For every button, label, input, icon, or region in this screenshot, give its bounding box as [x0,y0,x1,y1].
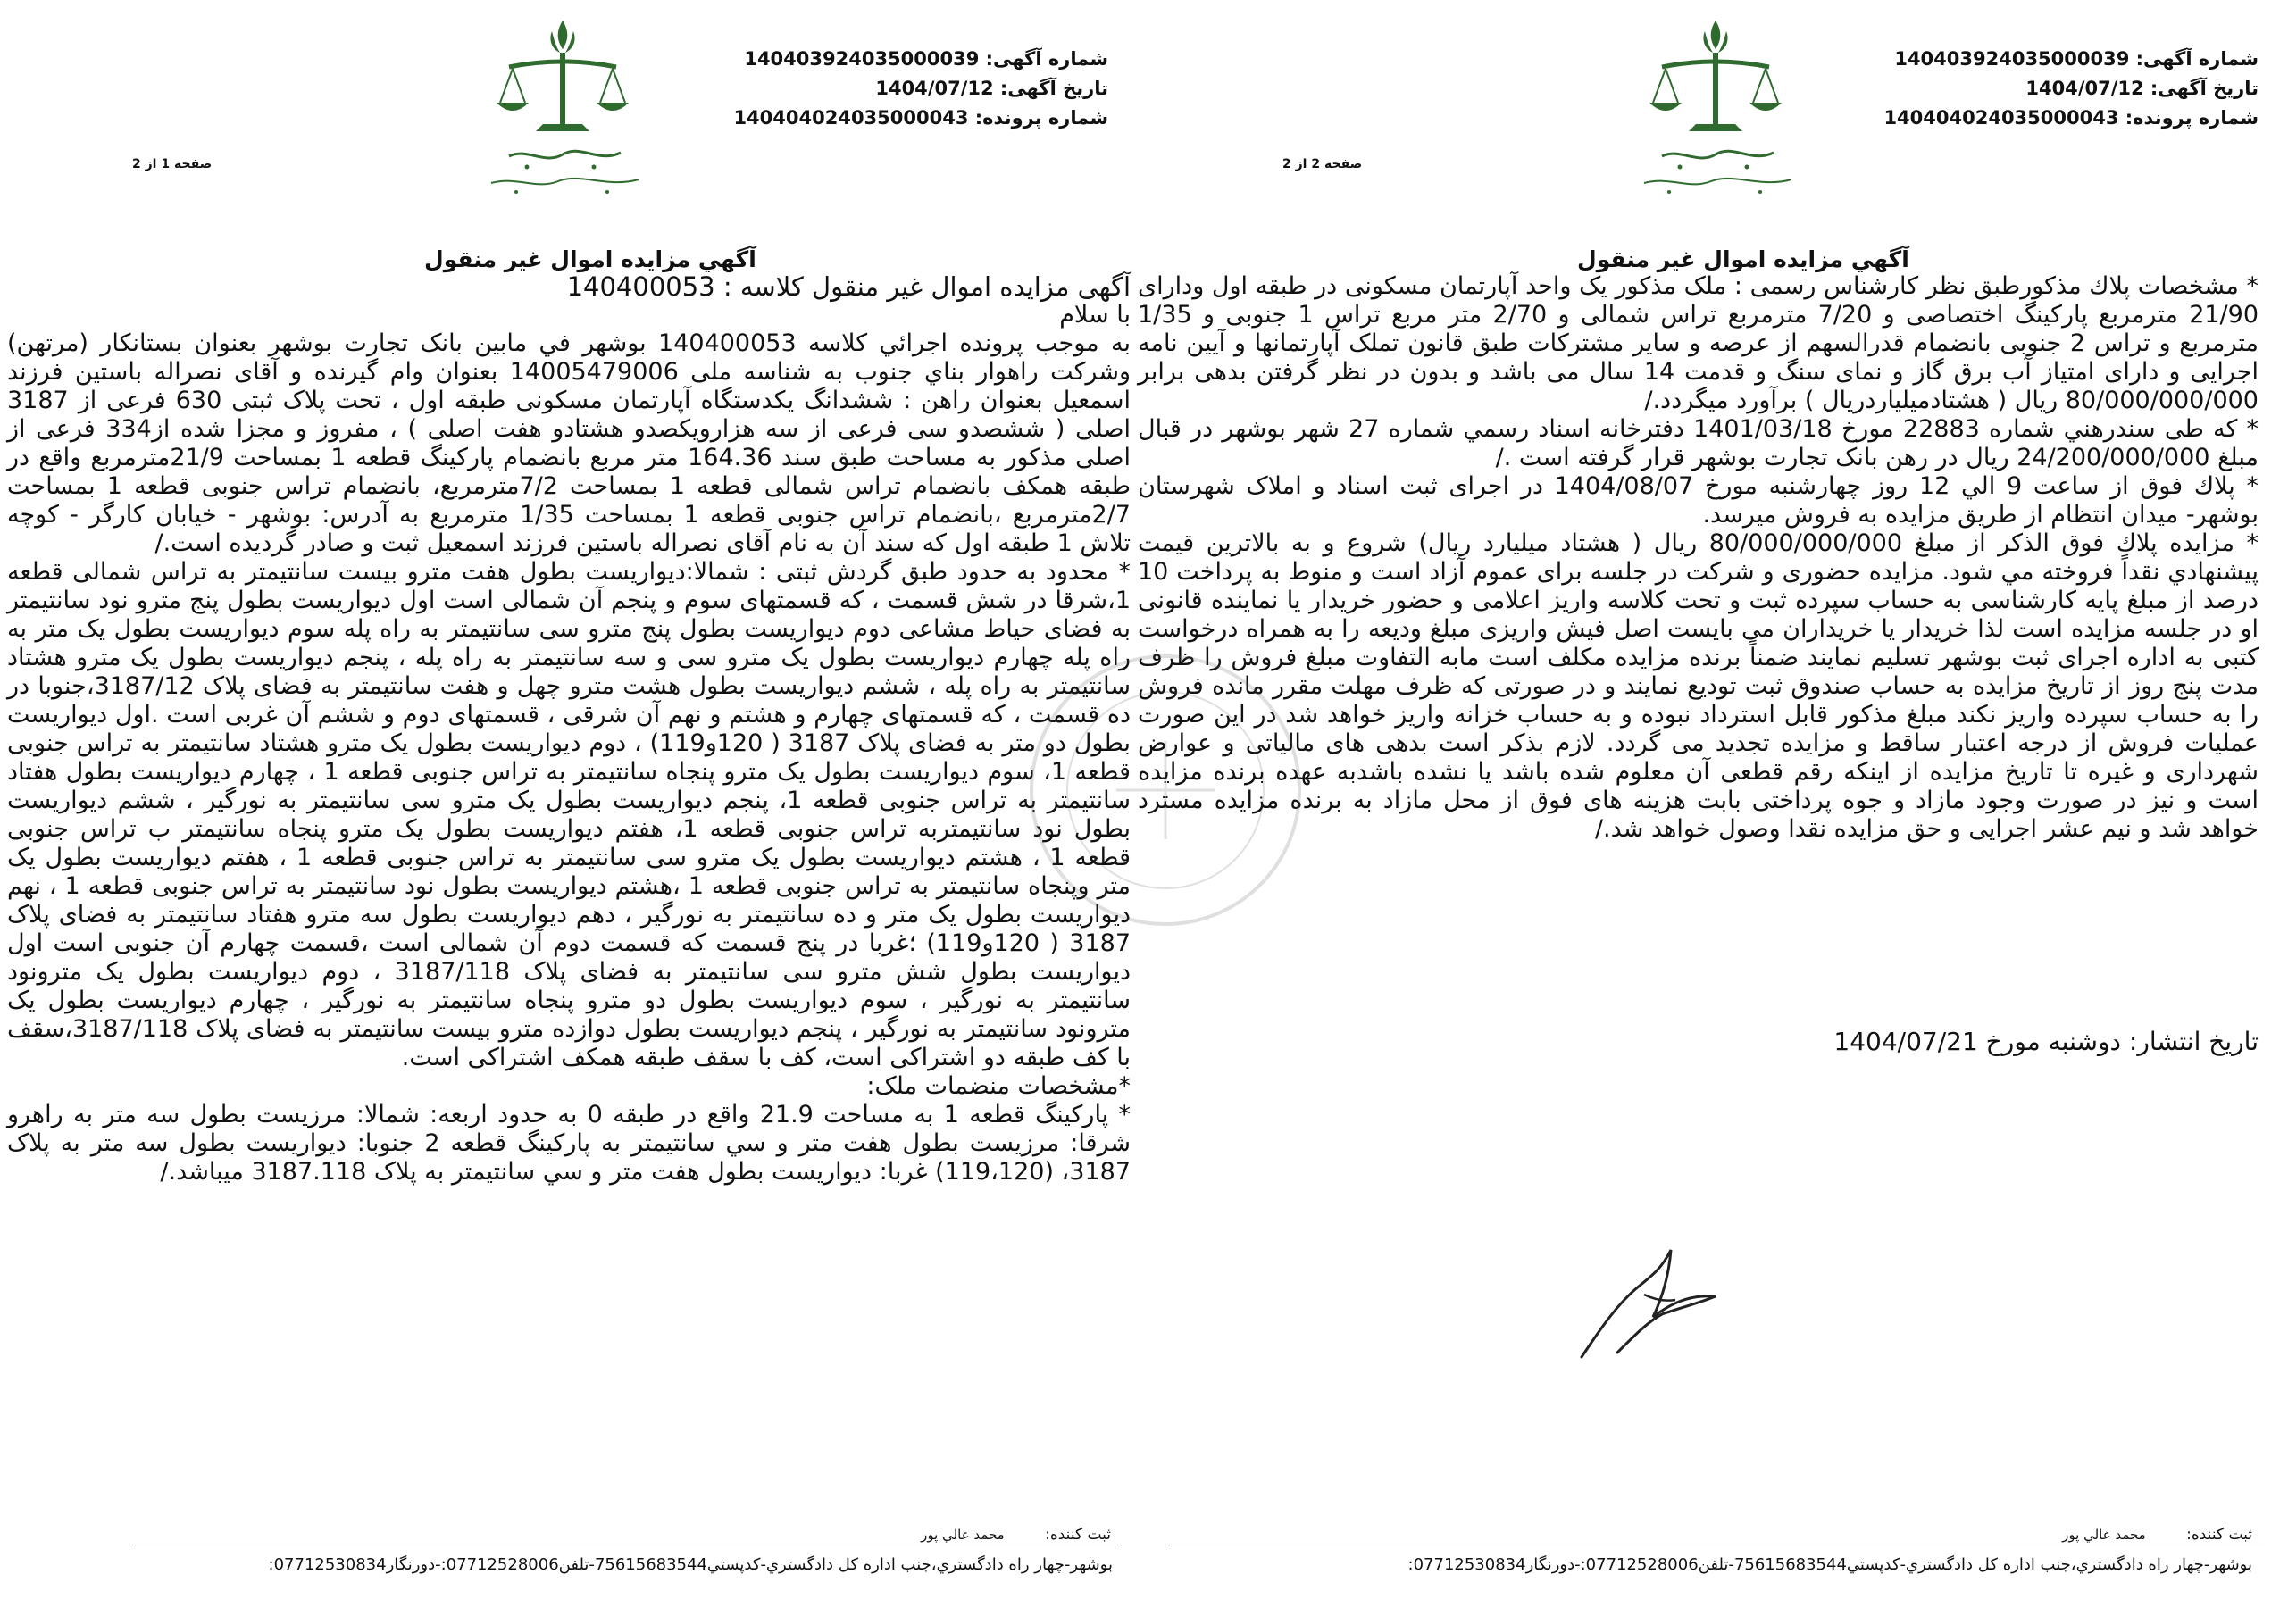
file-number: 140404024035000043 [1883,107,2119,129]
registrar: ثبت كننده: محمد عالي پور [921,1526,1111,1544]
ad-number-row: شماره آگهی: 140403924035000039 [744,48,1108,70]
ad-date-row: تاریخ آگهی: 1404/07/12 [875,78,1108,99]
registrar-name: محمد عالي پور [2062,1527,2146,1543]
ad-meta [1883,45,2259,133]
footer-address: بوشهر-چهار راه دادگستري،جنب اداره كل دادگستري-كدپستي75615683544-تلفن07712528006:-دورنگار07712530834: [268,1555,1113,1574]
ad-number: 140403924035000039 [744,48,980,70]
judiciary-emblem-icon [473,13,652,201]
paragraph: * مشخصات پلاك مذكورطبق نظر كارشناس رسمی : ملک مذکور یک واحد آپارتمان مسکونی در طبقه اول ودارای 21/90 مترمربع پارکینگ اختصاصی و 7/20 مترمربع تراس شمالی و 2/70 متر مربع تراس 1 جنوبی و 1/35 مترمربع و تراس 2 جنوبی بانضمام قدرالسهم از عرصه و سایر مشترکات طبق قانون تملک آپارتمانها و آیین نامه اجرایی و دارای امتیاز آب برق گاز و نمای سنگ و قدمت 14 سال می باشد و بدون در نظر گرفتن بدهی برابر 80/000/000/000 ریال ( هشتادمیلیاردریال ) برآورد میگردد./ [1138,272,2259,414]
publish-date: تاریخ انتشار: دوشنبه مورخ 1404/07/21 [1833,1027,2259,1056]
page-number: صفحه 2 از 2 [1282,157,1363,171]
page-number: صفحه 1 از 2 [132,157,213,171]
page-2 [1138,0,2288,1624]
ad-date: 1404/07/12 [875,78,994,99]
ad-date-row: تاریخ آگهی: 1404/07/12 [2025,78,2259,99]
notice-body [7,272,1131,1187]
file-number: 140404024035000043 [733,107,969,129]
ad-number: 140403924035000039 [1894,48,2130,70]
paragraph: * مزايده پلاك فوق الذكر از مبلغ 80/000/000/000 ریال ( هشتاد میلیارد ریال) شروع و به بالاترين قيمت پيشنهادي نقداً فروخته مي شود. مزایده حضوری و شرکت در جلسه برای عموم آزاد است و منوط به پرداخت 10 درصد از مبلغ پایه کارشناسی به حساب سپرده ثبت و تحت کلاسه واریز اعلامی و حضور خریدار یا نماینده قانونی او در جلسه مزایده است لذا خریدار یا خریداران می بایست اصل فیش واریزی مبلغ ودیعه را به همراه درخواست کتبی به اداره اجرای ثبت بوشهر تسلیم نمایند ضمناً برنده مزایده مکلف است مابه التفاوت مبلغ فروش را ظرف مدت پنج روز از تاریخ مزایده به حساب صندوق ثبت تودیع نمایند و در صورتی که ظرف مهلت مقرر مانده فروش را به حساب سپرده واریز نکند مبلغ مذکور قابل استرداد نبوده و به حساب خزانه واریز خواهد شد در این صورت عملیات فروش از درجه اعتبار ساقط و مزایده تجدید می گردد. لازم بذکر است بدهی های مالیاتی و عوارض شهرداری و غیره تا تاریخ مزایده از اینکه رقم قطعی آن معلوم شده باشد یا نشده باشدبه عهده برنده مزایده است و نیز در صورت وجود مازاد و جوه پرداختی بابت هزینه های فوق از محل مازاد به برنده مزایده مسترد خواهد شد و نیم عشر اجرایی و حق مزایده نقدا وصول خواهد شد./ [1138,529,2259,843]
judiciary-emblem-icon [1626,13,1805,201]
paragraph: * پلاك فوق از ساعت 9 الي 12 روز چهارشنبه مورخ 1404/08/07 در اجرای ثبت اسناد و املاک شهرستان بوشهر- میدان انتظام از طريق مزايده به فروش ميرسد. [1138,472,2259,529]
paragraph: * محدود به حدود طبق گردش ثبتی : شمالا:دیواریست بطول هفت مترو بیست سانتیمتر به تراس شمالی قطعه 1،شرقا در شش قسمت ، که قسمتهای سوم و پنجم آن شمالی است اول دیواریست بطول پنج مترو نود سانتیمتر به فضای حیاط مشاعی دوم دیواریست بطول پنج مترو سی سانتیمتر به راه پله سوم دیواریست بطول یک متر به راه پله چهارم دیواریست بطول یک مترو سی و سه سانتیمتر به راه پله ، پنجم دیواریست بطول یک مترو هشتاد سانتیمتر به راه پله ، ششم دیواریست بطول هشت مترو چهل و هفت سانتیمتر به فضای پلاک 3187/12،جنوبا در ده قسمت ، که قسمتهای چهارم و هشتم و نهم آن شرقی ، قسمتهای دوم و ششم آن غربی است .اول دیواریست بطول دو متر به فضای پلاک 3187 ( 120و119) ، دوم دیواریست بطول یک مترو هشتاد سانتیمتر به تراس جنوبی قطعه 1، سوم دیواریست بطول یک مترو پنجاه سانتیمتر به تراس جنوبی قطعه 1 ، چهارم دیواریست بطول هفتاد سانتیمتر به تراس جنوبی قطعه 1، پنجم دیواریست بطول یک مترو سی سانتیمتر به نورگیر ، ششم دیواریست بطول نود سانتیمتربه تراس جنوبی قطعه 1، هفتم دیواریست بطول یک مترو پنجاه سانتیمتر ب تراس جنوبی قطعه 1 ، هشتم دیواریست بطول یک مترو سی سانتیمتر به تراس جنوبی قطعه 1 ، هفتم دیواریست بطول یک متر وپنجاه سانتیمتر به تراس جنوبی قطعه 1 ،هشتم دیواریست بطول نود سانتیمتر به تراس جنوبی قطعه 1 ، نهم دیواریست بطول یک متر و ده سانتیمتر به نورگیر ، دهم دیواریست بطول سه مترو هفتاد سانتیمتر به فضای پلاک 3187 ( 120و119) ؛غربا در پنج قسمت که قسمت دوم آن شمالی است ،قسمت چهارم آن جنوبی است اول دیواریست بطول شش مترو سی سانتیمتر به فضای پلاک 3187/118 ، دوم دیواریست بطول یک مترونود سانتیمتر به نورگیر ، سوم دیواریست بطول دو مترو پنجاه سانتیمتر به نورگیر ، چهارم دیواریست بطول یک مترونود سانتیمتر به نورگیر ، پنجم دیواریست بطول دوازده مترو بیست سانتیمتر به فضای پلاک 3187/118،سقف با کف طبقه دو اشتراکی است، کف با سقف طبقه همکف اشتراکی است. [7,558,1131,1071]
ad-meta [733,45,1108,133]
paragraph: *مشخصات منضمات ملک: [866,1072,1131,1100]
registrar-name: محمد عالي پور [921,1527,1005,1543]
greeting: با سلام [1059,301,1131,329]
page-title: آگهي مزايده اموال غير منقول [1577,246,1909,272]
file-number-row: شماره پرونده: 140404024035000043 [1883,107,2259,129]
paragraph: * پارکینگ قطعه 1 به مساحت 21.9 واقع در طبقه 0 به حدود اربعه: شمالا: مرزیست بطول سه متر به راهرو شرقا: مرزیست بطول هفت متر و سي سانتيمتر به پارکینگ قطعه 2 جنوبا: دیواریست بطول سه متر به پلاک 3187، (119،120) غربا: دیواریست بطول هفت متر و سي سانتيمتر به پلاک 3187.118 میباشد./ [7,1101,1131,1186]
registrar: ثبت كننده: محمد عالي پور [2062,1526,2252,1544]
ad-number-row: شماره آگهی: 140403924035000039 [1894,48,2259,70]
notice-heading: آگهی مزایده اموال غیر منقول کلاسه : 140400053 [566,271,1131,302]
ad-date: 1404/07/12 [2025,78,2144,99]
paragraph: * که طی سندرهني شماره 22883 مورخ 1401/03/18 دفترخانه اسناد رسمي شماره 27 شهر بوشهر در قبال مبلغ 24/200/000/000 ريال در رهن بانک تجارت بوشهر قرار گرفته است ./ [1138,415,2259,471]
file-number-row: شماره پرونده: 140404024035000043 [733,107,1108,129]
footer-address: بوشهر-چهار راه دادگستري،جنب اداره كل دادگستري-كدپستي75615683544-تلفن07712528006:-دورنگار07712530834: [1407,1555,2252,1574]
watermark-stamp-icon [1018,643,1313,937]
paragraph: به موجب پرونده اجرائي كلاسه 140400053 بوشهر في مابين بانک تجارت بوشهر بعنوان بستانكار (مرتهن) وشرکت راهوار بناي جنوب به شناسه ملی 14005479006 بعنوان وام گیرنده و آقای نصراله باستين فرزند اسمعیل بعنوان راهن : ششدانگ یکدستگاه آپارتمان مسكونی طبقه اول ، تحت پلاک ثبتی 630 فرعی از 3187 اصلی ( ششصدو سی فرعی از سه هزارویکصدو هشتادو هفت اصلی ) ، مفروز و مجزا شده از334 فرعی از اصلی مذکور به مساحت طبق سند 164.36 متر مربع بانضمام پارکینگ قطعه 1 بمساحت 21/9مترمربع واقع در طبقه همکف بانضمام تراس شمالی قطعه 1 بمساحت 7/2مترمربع، بانضمام تراس جنوبی قطعه 1 بمساحت 2/7مترمربع ،بانضمام تراس جنوبی قطعه 1 بمساحت 1/35 مترمربع به آدرس: بوشهر - خیابان کارگر - کوچه تلاش 1 طبقه اول که سند آن به نام آقای نصراله باستين فرزند اسمعیل ثبت و صادر گردیده است./ [7,329,1131,557]
page-title: آگهي مزايده اموال غير منقول [424,246,756,272]
signature-icon [1564,1232,1733,1366]
